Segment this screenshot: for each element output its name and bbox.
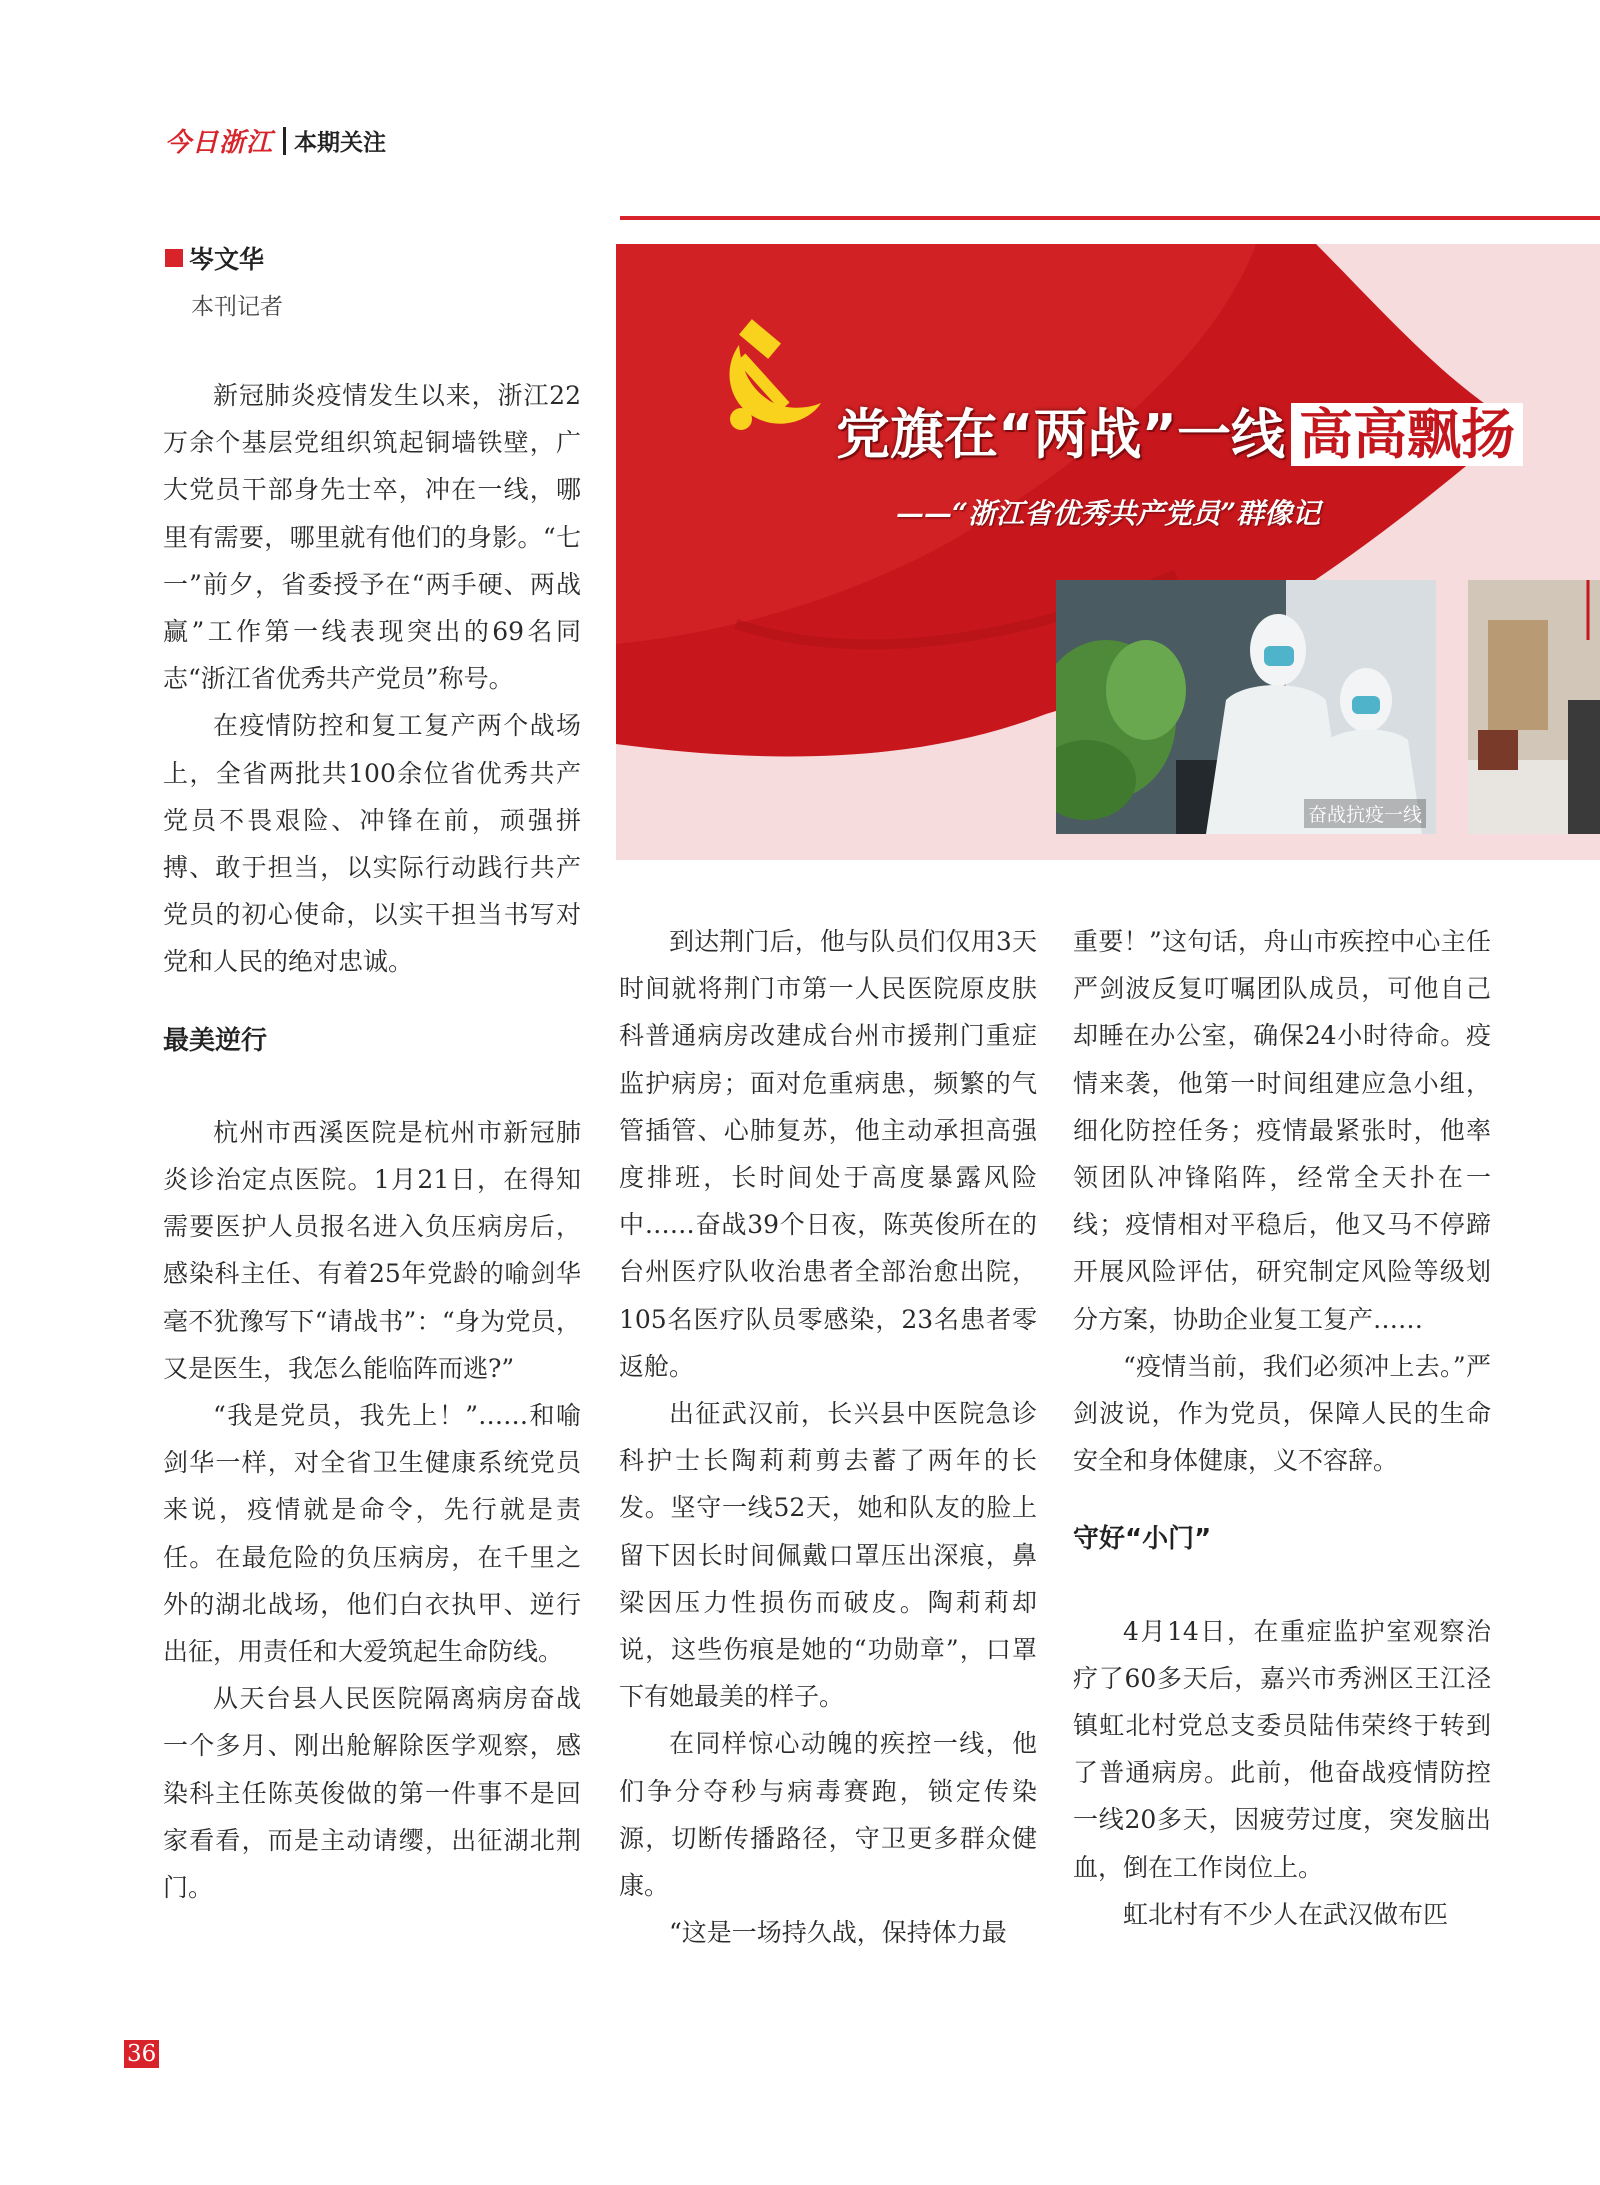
header-separator	[283, 127, 286, 155]
byline	[165, 240, 283, 321]
column2-paragraph-4: “这是一场持久战，保持体力最	[669, 1918, 1007, 1948]
section1-paragraph-3: 从天台县人民医院隔离病房奋战一个多月、刚出舱解除医学观察，感染科主任陈英俊做的第一件事不是回家看看，而是主动请缨，出征湖北荆门。	[163, 1684, 581, 1903]
author-name: 岑文华	[189, 245, 265, 274]
section-heading-zuimei: 最美逆行	[163, 1025, 268, 1056]
section-name: 本期关注	[294, 130, 387, 156]
magazine-logo: 今日浙江	[165, 128, 274, 158]
red-square-icon	[165, 249, 183, 267]
column2-paragraph-3: 在同样惊心动魄的疾控一线，他们争分夺秒与病毒赛跑，锁定传染源，切断传播路径，守卫更多群众健康。	[619, 1729, 1037, 1901]
column3-continuation: 重要！”这句话，舟山市疾控中心主任严剑波反复叮嘱团队成员，可他自己却睡在办公室，确保24小时待命。疫情来袭，他第一时间组建应急小组，细化防控任务；疫情最紧张时，他率领团队冲锋陷阵，经常全天扑在一线；疫情相对平稳后，他又马不停蹄开展风险评估，研究制定风险等级划分方案，协助企业复工复产……	[1073, 927, 1491, 1334]
page-number: 36	[124, 2040, 159, 2068]
top-red-rule	[620, 216, 1600, 220]
medical-staff-photo	[1056, 580, 1436, 834]
column2-paragraph-2: 出征武汉前，长兴县中医院急诊科护士长陶莉莉剪去蓄了两年的长发。坚守一线52天，她和队友的脸上留下因长时间佩戴口罩压出深痕，鼻梁因压力性损伤而破皮。陶莉莉却说，这些伤痕是她的“功勋章”，口罩下有她最美的样子。	[619, 1399, 1037, 1712]
photo-caption: 奋战抗疫一线	[1304, 799, 1426, 828]
column3-paragraph-4: 虹北村有不少人在武汉做布匹	[1123, 1899, 1449, 1929]
magazine-header	[165, 122, 386, 159]
author-role: 本刊记者	[191, 294, 283, 320]
room-interior-image	[1468, 580, 1600, 834]
interior-photo	[1468, 580, 1600, 834]
medical-workers-image	[1056, 580, 1436, 834]
hero-title-part1: 党旗在“两战”一线	[836, 403, 1285, 466]
author-line	[165, 240, 283, 276]
article-column-3	[1073, 918, 1491, 1938]
article-column-2	[619, 918, 1037, 1956]
column2-paragraph-1: 到达荆门后，他与队员们仅用3天时间就将荆门市第一人民医院原皮肤科普通病房改建成台州市援荆门重症监护病房；面对危重病患，频繁的气管插管、心肺复苏，他主动承担高强度排班，长时间处于高度暴露风险中……奋战39个日夜，陈英俊所在的台州医疗队收治患者全部治愈出院，105名医疗队员零感染，23名患者零返舱。	[619, 927, 1037, 1381]
intro-paragraph-2: 在疫情防控和复工复产两个战场上，全省两批共100余位省优秀共产党员不畏艰险、冲锋在前，顽强拼搏、敢于担当，以实际行动践行共产党员的初心使命，以实干担当书写对党和人民的绝对忠诚。	[163, 711, 581, 977]
column3-paragraph-2: “疫情当前，我们必须冲上去。”严剑波说，作为党员，保障人民的生命安全和身体健康，义不容辞。	[1073, 1351, 1491, 1476]
intro-paragraph-1: 新冠肺炎疫情发生以来，浙江22万余个基层党组织筑起铜墙铁壁，广大党员干部身先士卒，冲在一线，哪里有需要，哪里就有他们的身影。“七一”前夕，省委授予在“两手硬、两战赢”工作第一线表现突出的69名同志“浙江省优秀共产党员”称号。	[163, 381, 581, 694]
column3-paragraph-3: 4月14日，在重症监护室观察治疗了60多天后，嘉兴市秀洲区王江泾镇虹北村党总支委员陆伟荣终于转到了普通病房。此前，他奋战疫情防控一线20多天，因疲劳过度，突发脑出血，倒在工作岗位上。	[1073, 1616, 1491, 1882]
hero-banner	[616, 244, 1600, 860]
section1-paragraph-2: “我是党员，我先上！”……和喻剑华一样，对全省卫生健康系统党员来说，疫情就是命令，先行就是责任。在最危险的负压病房，在千里之外的湖北战场，他们白衣执甲、逆行出征，用责任和大爱筑起生命防线。	[163, 1401, 581, 1667]
hero-title	[836, 392, 1523, 469]
section-heading-shouhao: 守好“小门”	[1073, 1524, 1212, 1555]
section1-paragraph-1: 杭州市西溪医院是杭州市新冠肺炎诊治定点医院。1月21日，在得知需要医护人员报名进入负压病房后，感染科主任、有着25年党龄的喻剑华毫不犹豫写下“请战书”：“身为党员，又是医生，我怎么能临阵而逃?”	[163, 1117, 581, 1383]
hero-subtitle: ——“浙江省优秀共产党员”群像记	[896, 497, 1321, 530]
hero-title-part2: 高高飘扬	[1291, 403, 1523, 466]
article-column-1	[163, 372, 581, 1911]
